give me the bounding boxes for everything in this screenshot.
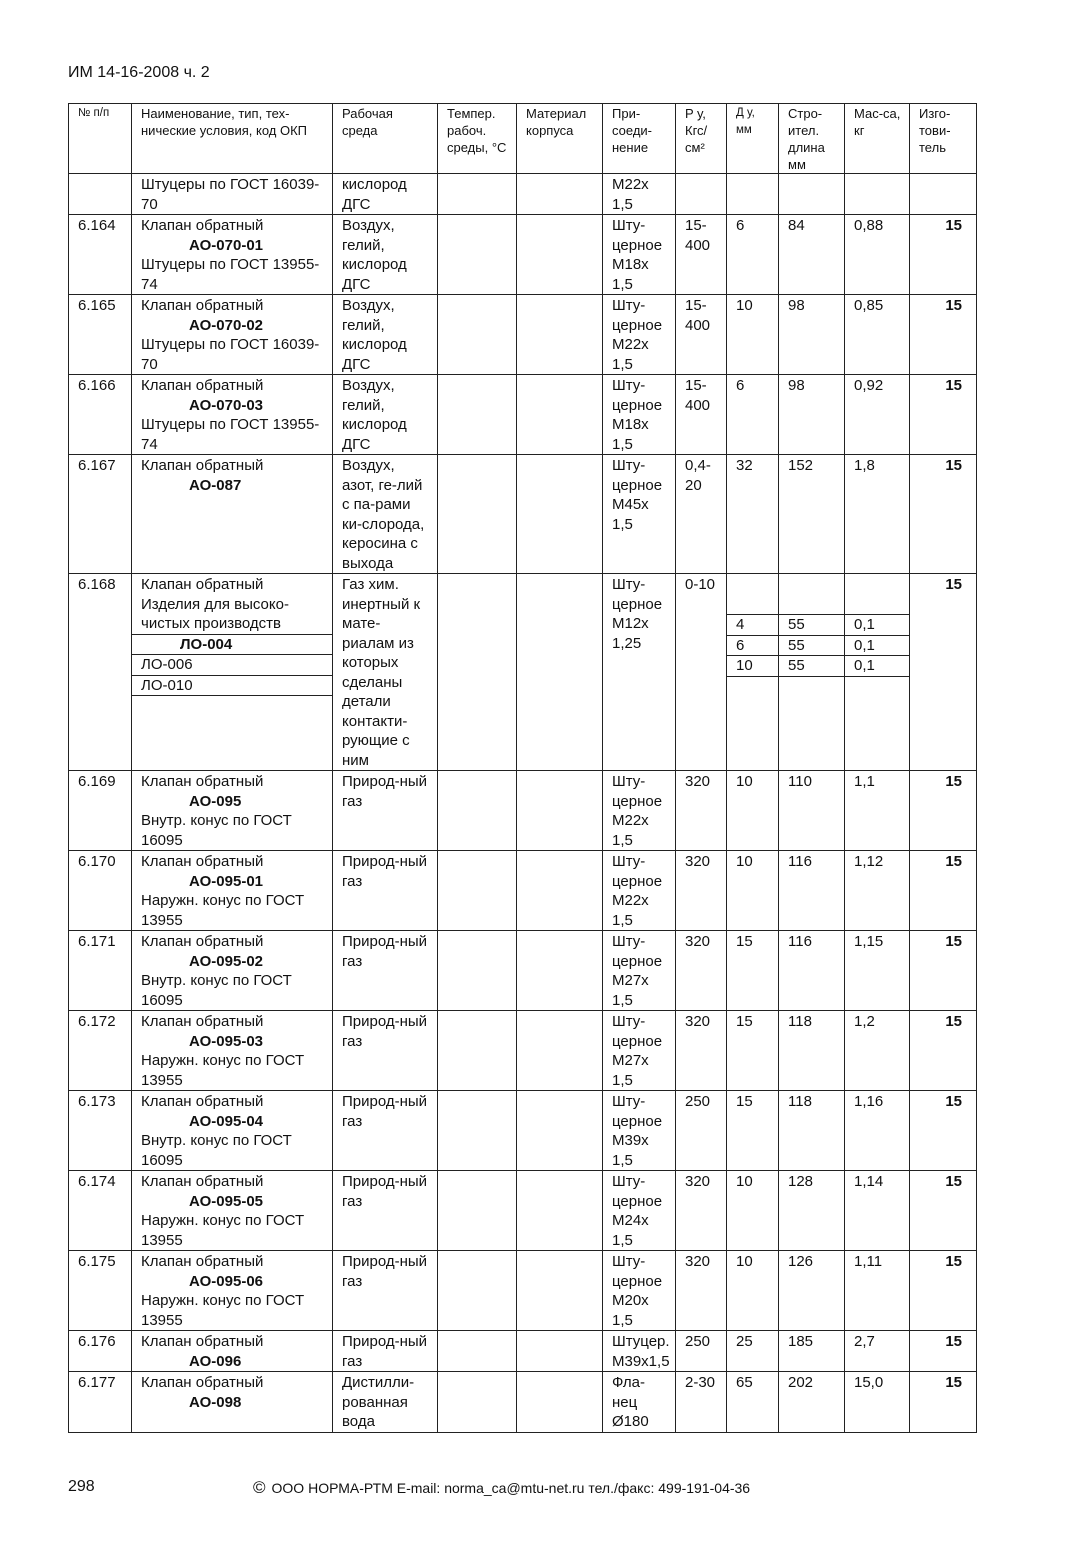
model-name: АО-095-03 <box>189 1032 264 1050</box>
cell-medium: Природ-ный газ <box>333 1331 438 1372</box>
cell-temperature <box>438 851 517 931</box>
cell-pressure: 0,4-20 <box>676 455 727 574</box>
cell-name <box>132 1331 333 1372</box>
footer-contact: ООО НОРМА-РТМ E-mail: norma_ca@mtu-net.ru тел./факс: 499-191-04-36 <box>271 1480 751 1496</box>
cell-temperature <box>438 1091 517 1171</box>
cell-mass: 0,88 <box>845 215 910 295</box>
column-header: № п/п <box>69 104 132 174</box>
cell-length: 126 <box>779 1251 845 1331</box>
table-row <box>69 1011 977 1091</box>
variant-mass: 0,1 <box>845 635 909 656</box>
cell-mass: 0,85 <box>845 295 910 375</box>
cell-maker: 15 <box>910 931 977 1011</box>
cell-maker: 15 <box>910 1171 977 1251</box>
cell-pressure: 320 <box>676 851 727 931</box>
column-header: Д у, мм <box>727 104 779 174</box>
cell-number: 6.172 <box>69 1011 132 1091</box>
cell-dn: 10 <box>727 1171 779 1251</box>
spacer <box>727 595 778 615</box>
cell-medium: Природ-ный газ <box>333 771 438 851</box>
name-line: Штуцеры по ГОСТ 13955-74 <box>141 256 320 293</box>
spacer <box>779 595 844 615</box>
table-row <box>69 1372 977 1433</box>
name-line: Наружн. конус по ГОСТ 13955 <box>141 892 305 929</box>
cell-name <box>132 375 333 455</box>
cell-maker: 15 <box>910 771 977 851</box>
name-line: Наружн. конус по ГОСТ 13955 <box>141 1292 305 1329</box>
cell-dn: 10 <box>727 771 779 851</box>
cell-pressure: 250 <box>676 1091 727 1171</box>
cell-temperature <box>438 1331 517 1372</box>
cell-temperature <box>438 295 517 375</box>
cell-medium: Воздух, гелий, кислород ДГС <box>333 295 438 375</box>
cell-dn: 10 <box>727 1251 779 1331</box>
cell-number: 6.164 <box>69 215 132 295</box>
model-name: АО-095-06 <box>189 1272 264 1290</box>
cell-connection: Шту-церное M22x 1,5 <box>603 851 676 931</box>
cell-length: 118 <box>779 1091 845 1171</box>
variant-dn: 10 <box>727 655 778 677</box>
cell-mass: 1,2 <box>845 1011 910 1091</box>
cell-maker: 15 <box>910 574 977 771</box>
page-number: 298 <box>68 1478 95 1495</box>
cell-connection: Шту-церное M20x 1,5 <box>603 1251 676 1331</box>
spacer <box>845 595 909 615</box>
cell-name <box>132 1171 333 1251</box>
cell-connection: Шту-церное M22x 1,5 <box>603 295 676 375</box>
model-name: АО-087 <box>189 476 242 494</box>
cell-length: 110 <box>779 771 845 851</box>
cell-maker: 15 <box>910 1091 977 1171</box>
name-line: Внутр. конус по ГОСТ 16095 <box>141 1132 292 1169</box>
model-name: АО-098 <box>189 1393 242 1411</box>
cell-name <box>132 574 333 771</box>
variant-model: ЛО-010 <box>132 675 332 697</box>
cell-connection: Шту-церное M18x 1,5 <box>603 375 676 455</box>
cell-mass: 15,0 <box>845 1372 910 1433</box>
cell-mass: 1,1 <box>845 771 910 851</box>
cell-medium: Дистилли-рованная вода <box>333 1372 438 1433</box>
variant-mass: 0,1 <box>845 614 909 635</box>
cell-material <box>517 375 603 455</box>
table-row <box>69 931 977 1011</box>
cell-mass: 1,11 <box>845 1251 910 1331</box>
name-line: Наружн. конус по ГОСТ 13955 <box>141 1052 305 1089</box>
name-line: Внутр. конус по ГОСТ 16095 <box>141 972 292 1009</box>
cell-connection: Шту-церное M12x 1,25 <box>603 574 676 771</box>
table-body <box>69 174 977 1433</box>
name-line: Клапан обратный <box>141 576 264 593</box>
cell-connection: Шту-церное M27x 1,5 <box>603 1011 676 1091</box>
cell-material <box>517 771 603 851</box>
cell-temperature <box>438 1372 517 1433</box>
cell-medium: Воздух, гелий, кислород ДГС <box>333 375 438 455</box>
cell-connection: Шту-церное M24x 1,5 <box>603 1171 676 1251</box>
cell-connection: M22x 1,5 <box>603 174 676 215</box>
name-line: Клапан обратный <box>141 933 264 950</box>
name-line: Клапан обратный <box>141 297 264 314</box>
name-line: Клапан обратный <box>141 1333 264 1350</box>
cell-name <box>132 1011 333 1091</box>
name-line: Изделия для высоко-чистых производств <box>141 595 289 632</box>
cell-dn: 15 <box>727 1091 779 1171</box>
cell-connection: Шту-церное M27x 1,5 <box>603 931 676 1011</box>
variant-length: 55 <box>779 635 844 656</box>
cell-mass: 1,8 <box>845 455 910 574</box>
name-line: Штуцеры по ГОСТ 13955-74 <box>141 416 320 453</box>
cell-number: 6.167 <box>69 455 132 574</box>
cell-length: 116 <box>779 931 845 1011</box>
spacer <box>779 575 844 595</box>
cell-length: 152 <box>779 455 845 574</box>
cell-length: 98 <box>779 295 845 375</box>
table-row <box>69 455 977 574</box>
cell-dn: 6 <box>727 215 779 295</box>
cell-number: 6.177 <box>69 1372 132 1433</box>
cell-dn: 32 <box>727 455 779 574</box>
table-row <box>69 851 977 931</box>
cell-mass: 1,12 <box>845 851 910 931</box>
model-name: АО-095-02 <box>189 952 264 970</box>
cell-pressure: 320 <box>676 771 727 851</box>
cell-connection: Шту-церное M22x 1,5 <box>603 771 676 851</box>
cell-material <box>517 1251 603 1331</box>
cell-maker: 15 <box>910 455 977 574</box>
cell-material <box>517 931 603 1011</box>
name-line: Клапан обратный <box>141 217 264 234</box>
table-row <box>69 295 977 375</box>
cell-mass: 1,16 <box>845 1091 910 1171</box>
cell-temperature <box>438 1011 517 1091</box>
cell-length: 118 <box>779 1011 845 1091</box>
cell-temperature <box>438 215 517 295</box>
cell-dn: 25 <box>727 1331 779 1372</box>
model-name: АО-095-04 <box>189 1112 264 1130</box>
spacer <box>727 575 778 595</box>
cell-material <box>517 1011 603 1091</box>
cell-length: 202 <box>779 1372 845 1433</box>
cell-material <box>517 295 603 375</box>
cell-material <box>517 174 603 215</box>
table-row-group <box>69 574 977 771</box>
table-row <box>69 1331 977 1372</box>
table-row <box>69 1091 977 1171</box>
name-line: Внутр. конус по ГОСТ 16095 <box>141 812 292 849</box>
name-line: Клапан обратный <box>141 773 264 790</box>
table-row <box>69 1171 977 1251</box>
cell-temperature <box>438 375 517 455</box>
cell-pressure: 320 <box>676 1171 727 1251</box>
cell-medium: Природ-ный газ <box>333 1251 438 1331</box>
cell-number: 6.169 <box>69 771 132 851</box>
cell-mass: 1,14 <box>845 1171 910 1251</box>
cell-mass: 1,15 <box>845 931 910 1011</box>
name-line: Клапан обратный <box>141 457 264 474</box>
variant-model: ЛО-004 <box>132 634 332 655</box>
spacer <box>845 575 909 595</box>
cell-medium: Природ-ный газ <box>333 931 438 1011</box>
cell-pressure: 15-400 <box>676 215 727 295</box>
cell-name <box>132 174 333 215</box>
cell-number: 6.171 <box>69 931 132 1011</box>
column-header: Наименование, тип, тех-нические условия, код ОКП <box>132 104 333 174</box>
cell-number: 6.165 <box>69 295 132 375</box>
model-name: АО-070-03 <box>189 396 264 414</box>
cell-dn <box>727 174 779 215</box>
name-line: Клапан обратный <box>141 1013 264 1030</box>
cell-material <box>517 455 603 574</box>
column-header: Материал корпуса <box>517 104 603 174</box>
cell-pressure: 320 <box>676 1251 727 1331</box>
document-header: ИМ 14-16-2008 ч. 2 <box>68 64 210 81</box>
cell-number: 6.166 <box>69 375 132 455</box>
column-header: Изго-тови-тель <box>910 104 977 174</box>
cell-name <box>132 771 333 851</box>
cell-number: 6.170 <box>69 851 132 931</box>
continuation-row <box>69 174 977 215</box>
cell-pressure: 320 <box>676 1011 727 1091</box>
cell-name <box>132 931 333 1011</box>
cell-material <box>517 1331 603 1372</box>
cell-medium: Природ-ный газ <box>333 851 438 931</box>
cell-pressure: 320 <box>676 931 727 1011</box>
model-name: АО-070-01 <box>189 236 264 254</box>
cell-medium: Газ хим. инертный к мате-риалам из которых сделаны детали контакти-рующие с ним <box>333 574 438 771</box>
cell-temperature <box>438 574 517 771</box>
cell-maker: 15 <box>910 1251 977 1331</box>
cell-name <box>132 295 333 375</box>
cell-medium: Воздух, азот, ге-лий с па-рами ки-слорода, керосина с выхода <box>333 455 438 574</box>
cell-material <box>517 1171 603 1251</box>
cell-number: 6.174 <box>69 1171 132 1251</box>
cell-maker: 15 <box>910 851 977 931</box>
cell-pressure: 15-400 <box>676 375 727 455</box>
cell-maker: 15 <box>910 1331 977 1372</box>
cell-length: 98 <box>779 375 845 455</box>
cell-maker: 15 <box>910 295 977 375</box>
model-name: АО-070-02 <box>189 316 264 334</box>
table-row <box>69 771 977 851</box>
cell-pressure: 2-30 <box>676 1372 727 1433</box>
column-header: Рабочая среда <box>333 104 438 174</box>
cell-dn: 15 <box>727 931 779 1011</box>
cell-number: 6.168 <box>69 574 132 771</box>
column-header: Стро-ител. длина мм <box>779 104 845 174</box>
footer-copyright <box>253 1478 750 1498</box>
cell-name <box>132 1091 333 1171</box>
cell-pressure: 15-400 <box>676 295 727 375</box>
cell-length: 128 <box>779 1171 845 1251</box>
cell-connection: Шту-церное M45x 1,5 <box>603 455 676 574</box>
cell-medium: Воздух, гелий, кислород ДГС <box>333 215 438 295</box>
cell-pressure: 0-10 <box>676 574 727 771</box>
cell-number: 6.176 <box>69 1331 132 1372</box>
column-header: Мас-са, кг <box>845 104 910 174</box>
name-line: Клапан обратный <box>141 1093 264 1110</box>
cell-temperature <box>438 455 517 574</box>
variant-dn: 4 <box>727 614 778 635</box>
table-row <box>69 215 977 295</box>
cell-dn: 6 <box>727 375 779 455</box>
cell-name <box>132 851 333 931</box>
cell-length: 185 <box>779 1331 845 1372</box>
variant-length: 55 <box>779 614 844 635</box>
name-line: Штуцеры по ГОСТ 16039-70 <box>141 336 320 373</box>
cell-maker: 15 <box>910 1372 977 1433</box>
cell-dn <box>727 574 779 771</box>
cell-connection: Штуцер. M39x1,5 <box>603 1331 676 1372</box>
cell-mass <box>845 174 910 215</box>
cell-length <box>779 574 845 771</box>
cell-connection: Шту-церное M39x 1,5 <box>603 1091 676 1171</box>
cell-material <box>517 851 603 931</box>
column-header: P у, Кгс/см² <box>676 104 727 174</box>
cell-maker: 15 <box>910 375 977 455</box>
model-name: АО-095-01 <box>189 872 264 890</box>
cell-length <box>779 174 845 215</box>
cell-number: 6.175 <box>69 1251 132 1331</box>
cell-temperature <box>438 1171 517 1251</box>
cell-medium: Природ-ный газ <box>333 1091 438 1171</box>
cell-dn: 10 <box>727 295 779 375</box>
cell-name <box>132 455 333 574</box>
model-name: АО-095-05 <box>189 1192 264 1210</box>
cell-pressure <box>676 174 727 215</box>
table-row <box>69 375 977 455</box>
cell-number <box>69 174 132 215</box>
cell-maker: 15 <box>910 215 977 295</box>
name-line: Клапан обратный <box>141 1173 264 1190</box>
valve-specifications-table <box>68 103 977 1433</box>
cell-medium: кислород ДГС <box>333 174 438 215</box>
cell-dn: 15 <box>727 1011 779 1091</box>
cell-temperature <box>438 771 517 851</box>
cell-maker <box>910 174 977 215</box>
variant-dn: 6 <box>727 635 778 656</box>
name-line: Наружн. конус по ГОСТ 13955 <box>141 1212 305 1249</box>
variant-model: ЛО-006 <box>132 654 332 675</box>
table-header <box>69 104 977 174</box>
name-line: Клапан обратный <box>141 1253 264 1270</box>
model-name: АО-096 <box>189 1352 242 1370</box>
name-line: Клапан обратный <box>141 853 264 870</box>
cell-name <box>132 1251 333 1331</box>
cell-connection: Шту-церное M18x 1,5 <box>603 215 676 295</box>
cell-number: 6.173 <box>69 1091 132 1171</box>
cell-temperature <box>438 1251 517 1331</box>
name-line: Клапан обратный <box>141 1374 264 1391</box>
cell-material <box>517 215 603 295</box>
cell-material <box>517 1091 603 1171</box>
cell-medium: Природ-ный газ <box>333 1171 438 1251</box>
variant-length: 55 <box>779 655 844 677</box>
cell-connection: Фла-нец Ø180 <box>603 1372 676 1433</box>
cell-pressure: 250 <box>676 1331 727 1372</box>
column-header: Темпер. рабоч. среды, °С <box>438 104 517 174</box>
cell-material <box>517 574 603 771</box>
cell-mass: 2,7 <box>845 1331 910 1372</box>
variant-mass: 0,1 <box>845 655 909 677</box>
cell-temperature <box>438 931 517 1011</box>
cell-mass: 0,92 <box>845 375 910 455</box>
cell-length: 116 <box>779 851 845 931</box>
name-line: Штуцеры по ГОСТ 16039-70 <box>141 176 320 213</box>
cell-name <box>132 1372 333 1433</box>
cell-length: 84 <box>779 215 845 295</box>
cell-material <box>517 1372 603 1433</box>
column-header: При-соеди-нение <box>603 104 676 174</box>
cell-name <box>132 215 333 295</box>
copyright-icon: © <box>253 1478 266 1497</box>
cell-temperature <box>438 174 517 215</box>
cell-dn: 65 <box>727 1372 779 1433</box>
cell-dn: 10 <box>727 851 779 931</box>
model-name: АО-095 <box>189 792 242 810</box>
cell-mass <box>845 574 910 771</box>
table-row <box>69 1251 977 1331</box>
cell-medium: Природ-ный газ <box>333 1011 438 1091</box>
name-line: Клапан обратный <box>141 377 264 394</box>
cell-maker: 15 <box>910 1011 977 1091</box>
